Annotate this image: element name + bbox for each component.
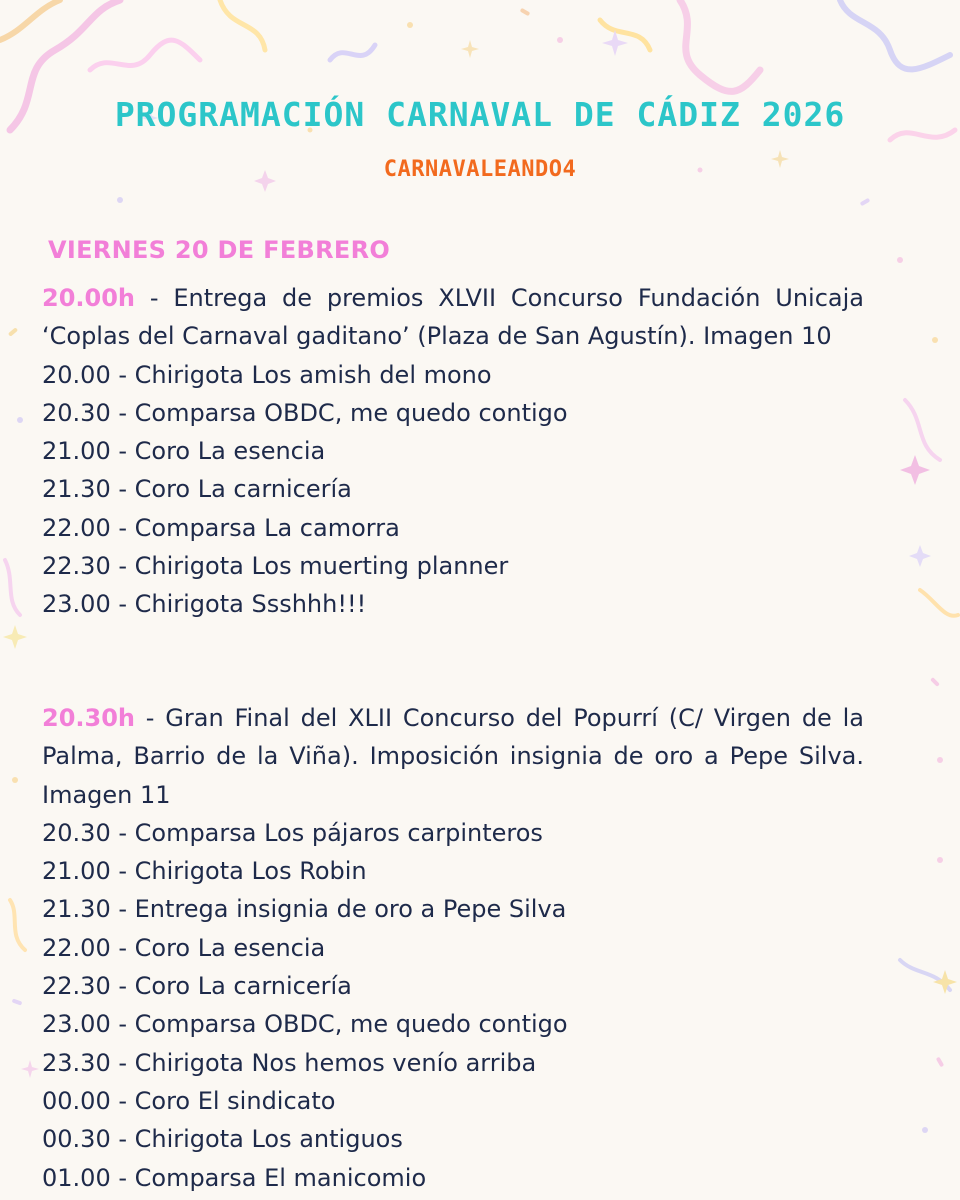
list-item: 21.30 - Coro La carnicería <box>42 475 352 504</box>
event-intro <box>42 699 864 814</box>
list-item: 20.30 - Comparsa Los pájaros carpinteros <box>42 818 543 847</box>
list-item: 22.30 - Coro La carnicería <box>42 972 352 1001</box>
page-subtitle: CARNAVALEANDO4 <box>383 157 577 182</box>
list-item: 23.30 - Chirigota Nos hemos venío arriba <box>42 1048 537 1077</box>
list-item: 23.00 - Comparsa OBDC, me quedo contigo <box>42 1010 568 1039</box>
list-item: 20.00 - Chirigota Los amish del mono <box>42 360 492 389</box>
list-item: 21.30 - Entrega insignia de oro a Pepe Silva <box>42 895 567 924</box>
event-description: - Gran Final del XLII Concurso del Popurrí (C/ Virgen de la Palma, Barrio de la Viña). Imposición insignia de oro a Pepe Silva. Imagen 11 <box>42 704 864 809</box>
page-title: PROGRAMACIÓN CARNAVAL DE CÁDIZ 2026 <box>114 95 846 134</box>
list-item: 22.00 - Comparsa La camorra <box>42 513 400 542</box>
event-block <box>42 279 864 624</box>
list-item: 22.30 - Chirigota Los muerting planner <box>42 552 509 581</box>
list-item: 23.00 - Chirigota Ssshhh!!! <box>42 590 367 619</box>
event-description: - Entrega de premios XLVII Concurso Fundación Unicaja ‘Coplas del Carnaval gaditano’ (Plaza de San Agustín). Imagen 10 <box>42 284 864 351</box>
day-heading: VIERNES 20 DE FEBRERO <box>48 236 391 264</box>
list-item: 00.00 - Coro El sindicato <box>42 1086 336 1115</box>
event-block <box>42 699 864 1197</box>
event-intro <box>42 279 864 356</box>
list-item: 20.30 - Comparsa OBDC, me quedo contigo <box>42 398 568 427</box>
list-item: 01.00 - Comparsa El manicomio <box>42 1163 427 1192</box>
list-item: 21.00 - Chirigota Los Robin <box>42 857 367 886</box>
list-item: 21.00 - Coro La esencia <box>42 437 326 466</box>
event-time: 20.30h <box>42 704 135 732</box>
event-time: 20.00h <box>42 284 135 312</box>
list-item: 22.00 - Coro La esencia <box>42 933 326 962</box>
list-item: 00.30 - Chirigota Los antiguos <box>42 1125 403 1154</box>
